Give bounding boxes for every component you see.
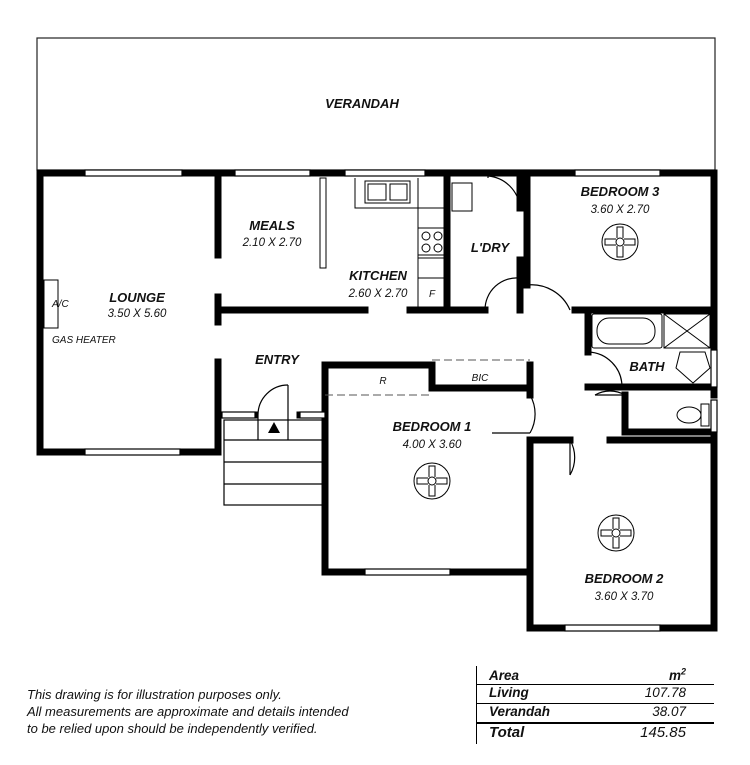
area-table <box>476 666 714 744</box>
area-total-value: 145.85 <box>640 724 686 741</box>
entry-arrow-icon <box>268 422 280 433</box>
area-total-label: Total <box>489 724 525 741</box>
sink-icon <box>365 181 410 203</box>
bedroom2-dims: 3.60 X 3.70 <box>594 591 654 603</box>
bedroom2-label: BEDROOM 2 <box>584 571 664 586</box>
walls <box>40 173 714 628</box>
area-row-label: Verandah <box>489 704 551 719</box>
fridge-label: F <box>428 289 436 300</box>
vanity-icon <box>676 352 710 383</box>
lounge-dims: 3.50 X 5.60 <box>107 308 167 320</box>
area-row-total <box>476 723 714 744</box>
lounge-label: LOUNGE <box>109 290 165 305</box>
cooktop-icon <box>418 228 445 255</box>
bath-label: BATH <box>629 359 665 374</box>
ceiling-fan-icon <box>602 224 638 260</box>
meals-label: MEALS <box>249 218 295 233</box>
ceiling-fan-icon <box>598 515 634 551</box>
kitchen-dims: 2.60 X 2.70 <box>348 288 408 300</box>
kitchen-label: KITCHEN <box>349 268 407 283</box>
disclaimer-line: This drawing is for illustration purposes only. <box>27 687 282 702</box>
area-header-unit: $m^2$ <box>668 666 686 683</box>
meals-dims: 2.10 X 2.70 <box>242 237 302 249</box>
gas-heater-label: GAS HEATER <box>52 335 116 346</box>
area-row-verandah <box>476 704 714 723</box>
bedroom1-label: BEDROOM 1 <box>392 419 472 434</box>
area-row-living <box>476 685 714 704</box>
bathtub-icon <box>592 314 662 348</box>
bedroom3-label: BEDROOM 3 <box>580 184 660 199</box>
ac-label: A/C <box>52 299 69 310</box>
robe-label: R <box>379 376 387 387</box>
bic-label: BIC <box>471 373 489 384</box>
laundry-label: L'DRY <box>470 240 510 255</box>
disclaimer-line: All measurements are approximate and details intended <box>27 704 349 719</box>
area-row-label: Living <box>489 685 529 700</box>
area-header-label: Area <box>489 667 520 683</box>
area-table-header <box>476 666 714 685</box>
shower-icon <box>664 314 710 348</box>
entry-label: ENTRY <box>255 352 299 367</box>
area-row-value: 107.78 <box>644 685 686 700</box>
toilet-icon <box>677 404 709 426</box>
disclaimer-line: to be relied upon should be independently verified. <box>27 721 318 736</box>
verandah-label: VERANDAH <box>325 96 399 111</box>
area-row-value: 38.07 <box>652 704 686 719</box>
bedroom3-dims: 3.60 X 2.70 <box>590 204 650 216</box>
bedroom1-dims: 4.00 X 3.60 <box>402 439 462 451</box>
laundry-trough <box>452 183 472 211</box>
ceiling-fan-icon <box>414 463 450 499</box>
disclaimer <box>27 686 447 737</box>
